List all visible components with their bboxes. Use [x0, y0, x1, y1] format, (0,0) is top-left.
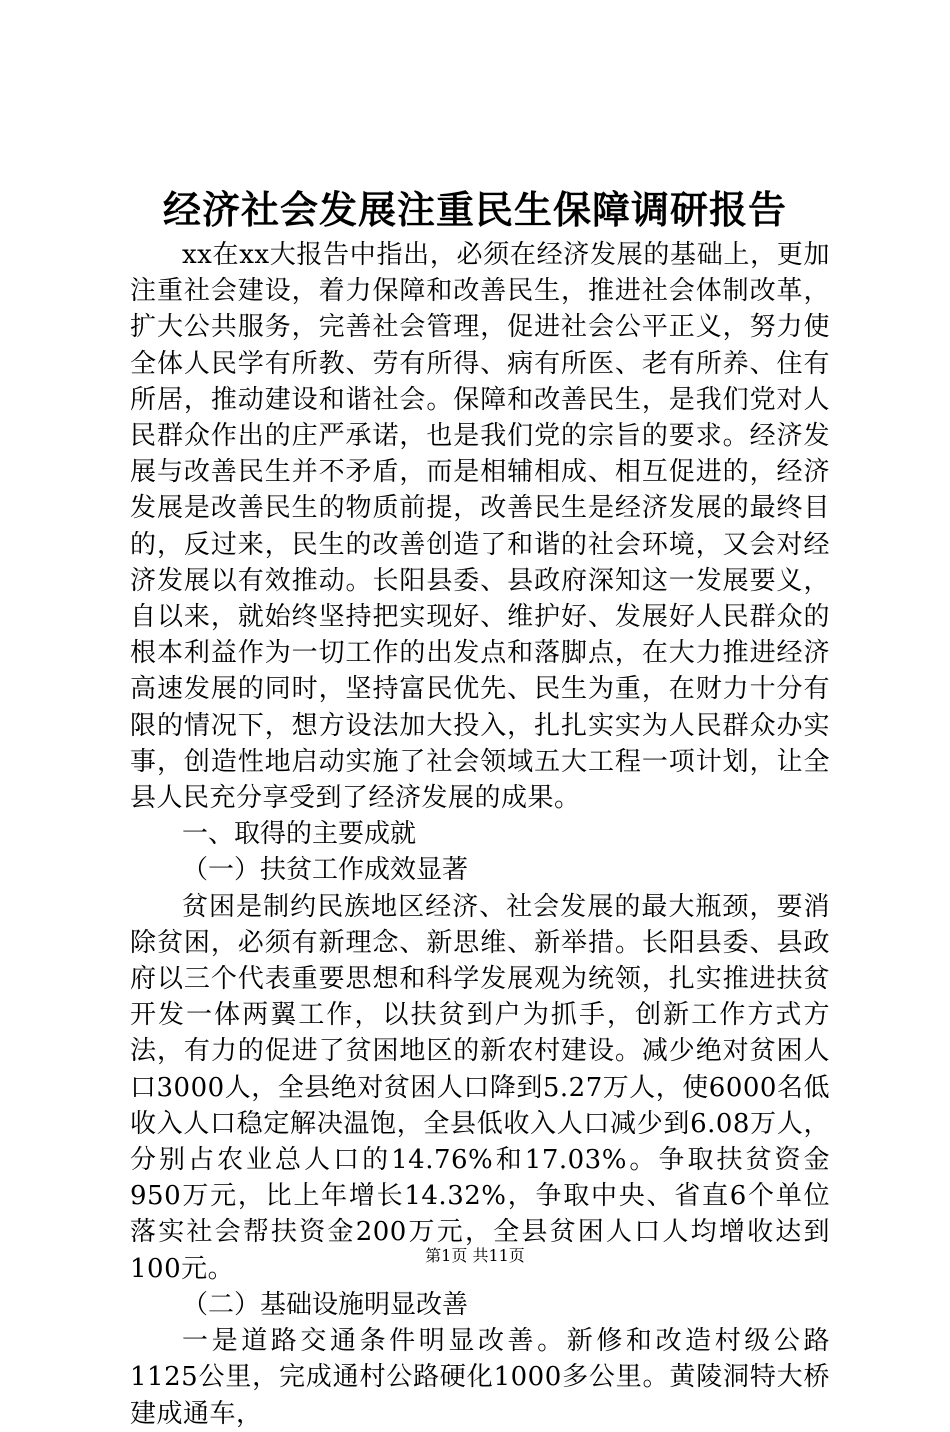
page-title: 经济社会发展注重民生保障调研报告 [162, 187, 787, 232]
paragraph-poverty: 贫困是制约民族地区经济、社会发展的最大瓶颈，要消除贫困，必须有新理念、新思维、新举措。长阳县委、县政府以三个代表重要思想和科学发展观为统领，扎实推进扶贫开发一体两翼工作，以扶贫到户为抓手，创新工作方式方法，有力的促进了贫困地区的新农村建设。减少绝对贫困人口3000人，全县绝对贫困人口降到5.27万人，使6000名低收入人口稳定解决温饱，全县低收入人口减少到6.08万人，分别占农业总人口的14.76%和17.03%。争取扶贫资金950万元，比上年增长14.32%，争取中央、省直6个单位落实社会帮扶资金200万元，全县贫困人口人均增收达到100元。 [130, 891, 830, 1284]
page-footer: 第1页 共11页 [425, 1246, 525, 1265]
subsection-heading-infrastructure: （二）基础设施明显改善 [182, 1289, 469, 1320]
paragraph-intro: xx在xx大报告中指出，必须在经济发展的基础上，更加注重社会建设，着力保障和改善民生，推进社会体制改革，扩大公共服务，完善社会管理，促进社会公平正义，努力使全体人民学有所教、劳有所得、病有所医、老有所养、住有所居，推动建设和谐社会。保障和改善民生，是我们党对人民群众作出的庄严承诺，也是我们党的宗旨的要求。经济发展与改善民生并不矛盾，而是相辅相成、相互促进的，经济发展是改善民生的物质前提，改善民生是经济发展的最终目的，反过来，民生的改善创造了和谐的社会环境，又会对经济发展以有效推动。长阳县委、县政府深知这一发展要义，自以来，就始终坚持把实现好、维护好、发展好人民群众的根本利益作为一切工作的出发点和落脚点，在大力推进经济高速发展的同时，坚持富民优先、民生为重，在财力十分有限的情况下，想方设法加大投入，扎扎实实为人民群众办实事，创造性地启动实施了社会领域五大工程一项计划，让全县人民充分享受到了经济发展的成果。 [130, 240, 830, 814]
paragraph-infrastructure: 一是道路交通条件明显改善。新修和改造村级公路1125公里，完成通村公路硬化1000多公里。黄陵洞特大桥建成通车， [130, 1326, 830, 1429]
subsection-heading-poverty: （一）扶贫工作成效显著 [182, 855, 469, 886]
section-heading-achievements: 一、取得的主要成就 [182, 819, 417, 850]
